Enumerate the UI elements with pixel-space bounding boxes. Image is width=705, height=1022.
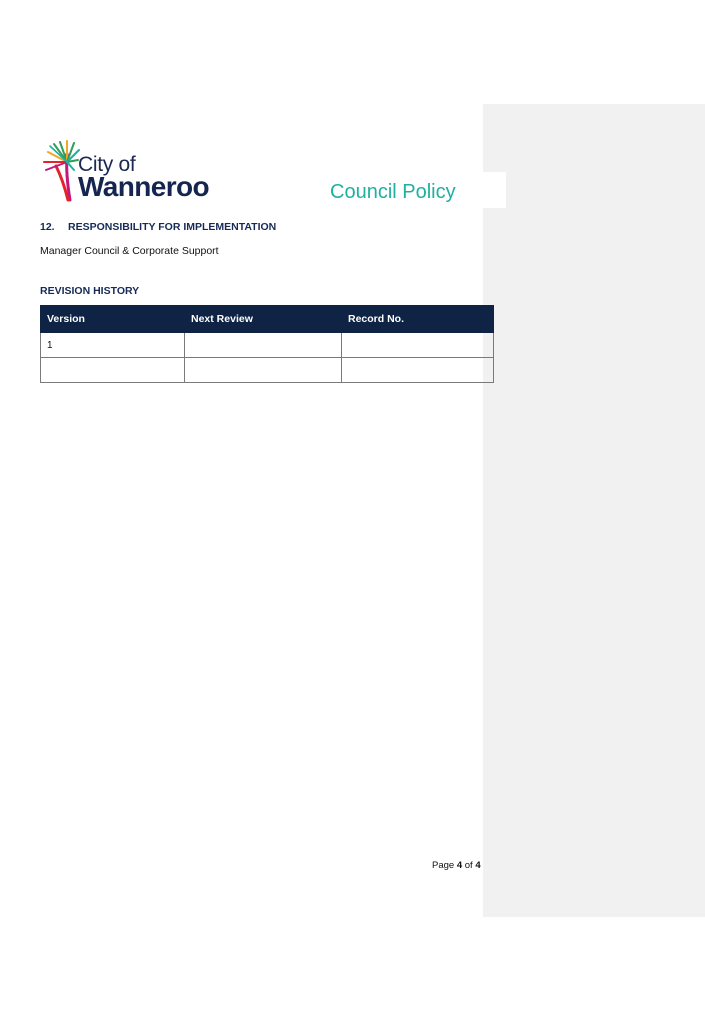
city-of-wanneroo-logo [40,140,215,202]
column-header-record-no: Record No. [342,306,494,333]
column-header-next-review: Next Review [185,306,342,333]
total-page-number: 4 [475,860,481,871]
table-cell-record-no [342,333,494,358]
table-cell-version: 1 [41,333,185,358]
logo-name-text: Wanneroo [78,171,210,202]
table-cell-next-review [185,358,342,383]
revision-history-heading: REVISION HISTORY [40,285,140,297]
table-row [41,333,494,358]
section-heading-text: RESPONSIBILITY FOR IMPLEMENTATION [68,221,277,233]
current-page-number: 4 [456,860,463,871]
section-number: 12. [40,221,55,233]
section-body-text: Manager Council & Corporate Support [40,245,219,257]
comment-markup-pane [483,104,705,917]
grass-tree-icon [40,140,80,202]
page-of-label: of [464,860,473,871]
table-cell-next-review [185,333,342,358]
logo-city-text: City of [78,153,136,176]
section-heading [40,222,276,233]
table-cell-record-no [342,358,494,383]
header-region [483,172,506,208]
page-number-footer [432,861,481,871]
table-row [41,358,494,383]
revision-history-table [40,305,494,383]
table-header-row [41,306,494,333]
column-header-version: Version [41,306,185,333]
policy-type-title: Council Policy [330,181,456,203]
page-label: Page [432,860,455,871]
table-cell-version [41,358,185,383]
